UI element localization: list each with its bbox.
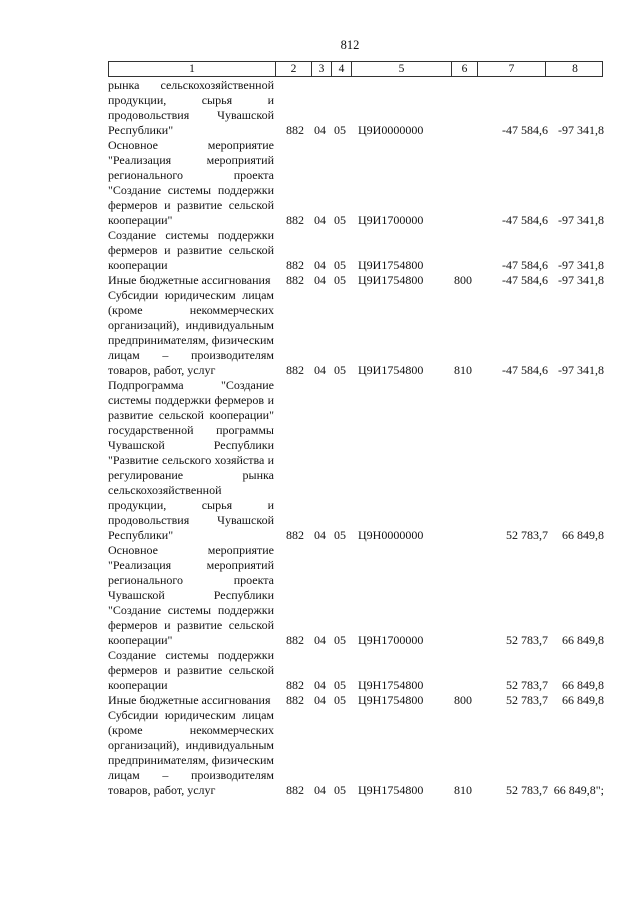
cell-pr: 05 bbox=[334, 783, 346, 797]
cell-pr: 05 bbox=[334, 528, 346, 542]
cell-sum1: 52 783,7 bbox=[506, 633, 548, 647]
cell-vr: 800 bbox=[454, 693, 472, 707]
cell-csr: Ц9И1754800 bbox=[358, 258, 424, 272]
table-row bbox=[108, 378, 608, 543]
cell-pr: 05 bbox=[334, 363, 346, 377]
cell-sum1: 52 783,7 bbox=[506, 693, 548, 707]
cell-grbs: 882 bbox=[286, 678, 304, 692]
cell-csr: Ц9Н1754800 bbox=[358, 783, 424, 797]
cell-csr: Ц9И0000000 bbox=[358, 123, 424, 137]
cell-sum2: -97 341,8 bbox=[558, 123, 604, 137]
header-col-8: 8 bbox=[545, 62, 604, 76]
cell-csr: Ц9Н0000000 bbox=[358, 528, 424, 542]
cell-sum1: -47 584,6 bbox=[502, 273, 548, 287]
table-row bbox=[108, 693, 608, 708]
cell-pr: 05 bbox=[334, 258, 346, 272]
cell-rz: 04 bbox=[314, 528, 326, 542]
cell-pr: 05 bbox=[334, 123, 346, 137]
cell-sum2: -97 341,8 bbox=[558, 213, 604, 227]
cell-rz: 04 bbox=[314, 678, 326, 692]
cell-pr: 05 bbox=[334, 678, 346, 692]
cell-sum1: -47 584,6 bbox=[502, 258, 548, 272]
cell-pr: 05 bbox=[334, 633, 346, 647]
header-col-2: 2 bbox=[275, 62, 311, 76]
cell-rz: 04 bbox=[314, 123, 326, 137]
cell-name: Субсидии юридическим лицам (кроме некоммерческих организаций), индивидуальным предпринимателям, физическим лицам – производителям товаров, работ, услуг bbox=[108, 708, 274, 797]
table-row bbox=[108, 648, 608, 693]
cell-sum2: 66 849,8 bbox=[562, 633, 604, 647]
cell-sum2: -97 341,8 bbox=[558, 258, 604, 272]
cell-name: Иные бюджетные ассигнования bbox=[108, 693, 271, 707]
cell-grbs: 882 bbox=[286, 213, 304, 227]
cell-vr: 810 bbox=[454, 363, 472, 377]
cell-rz: 04 bbox=[314, 693, 326, 707]
cell-grbs: 882 bbox=[286, 528, 304, 542]
cell-csr: Ц9Н1754800 bbox=[358, 693, 424, 707]
cell-name: Подпрограмма "Создание системы поддержки фермеров и развитие сельской кооперации" государственной программы Чувашской Республики "Развитие сельского хозяйства и регулирование рынка сельскохозяйственной продукции, сырья и продовольствия Чувашской Республики" bbox=[108, 378, 274, 542]
cell-grbs: 882 bbox=[286, 273, 304, 287]
cell-pr: 05 bbox=[334, 273, 346, 287]
cell-vr: 800 bbox=[454, 273, 472, 287]
cell-sum1: 52 783,7 bbox=[506, 678, 548, 692]
cell-csr: Ц9Н1700000 bbox=[358, 633, 424, 647]
header-col-4: 4 bbox=[331, 62, 351, 76]
cell-pr: 05 bbox=[334, 213, 346, 227]
table-row bbox=[108, 78, 608, 138]
cell-grbs: 882 bbox=[286, 123, 304, 137]
cell-rz: 04 bbox=[314, 633, 326, 647]
cell-grbs: 882 bbox=[286, 693, 304, 707]
cell-sum2: 66 849,8"; bbox=[553, 783, 604, 797]
table-row bbox=[108, 288, 608, 378]
cell-sum1: 52 783,7 bbox=[506, 783, 548, 797]
table-header bbox=[108, 61, 603, 77]
cell-rz: 04 bbox=[314, 213, 326, 227]
cell-sum1: -47 584,6 bbox=[502, 123, 548, 137]
cell-sum1: -47 584,6 bbox=[502, 363, 548, 377]
cell-name: Основное мероприятие "Реализация мероприятий регионального проекта "Создание системы поддержки фермеров и развитие сельской кооперации" bbox=[108, 138, 274, 227]
cell-sum2: 66 849,8 bbox=[562, 528, 604, 542]
cell-sum2: -97 341,8 bbox=[558, 273, 604, 287]
cell-grbs: 882 bbox=[286, 783, 304, 797]
cell-rz: 04 bbox=[314, 273, 326, 287]
cell-rz: 04 bbox=[314, 363, 326, 377]
cell-name: рынка сельскохозяйственной продукции, сырья и продовольствия Чувашской Республики" bbox=[108, 78, 274, 137]
cell-csr: Ц9И1700000 bbox=[358, 213, 424, 227]
cell-grbs: 882 bbox=[286, 633, 304, 647]
page-number: 812 bbox=[340, 38, 360, 52]
header-col-6: 6 bbox=[451, 62, 477, 76]
cell-name: Иные бюджетные ассигнования bbox=[108, 273, 271, 287]
cell-csr: Ц9Н1754800 bbox=[358, 678, 424, 692]
cell-name: Создание системы поддержки фермеров и развитие сельской кооперации bbox=[108, 228, 274, 272]
cell-rz: 04 bbox=[314, 258, 326, 272]
table-row bbox=[108, 228, 608, 273]
cell-grbs: 882 bbox=[286, 363, 304, 377]
cell-sum2: -97 341,8 bbox=[558, 363, 604, 377]
table-row bbox=[108, 708, 608, 798]
header-col-3: 3 bbox=[311, 62, 331, 76]
header-col-1: 1 bbox=[189, 63, 195, 75]
cell-name: Создание системы поддержки фермеров и развитие сельской кооперации bbox=[108, 648, 274, 692]
cell-name: Субсидии юридическим лицам (кроме некоммерческих организаций), индивидуальным предпринимателям, физическим лицам – производителям товаров, работ, услуг bbox=[108, 288, 274, 377]
header-col-7: 7 bbox=[477, 62, 545, 76]
table-row bbox=[108, 273, 608, 288]
cell-sum1: 52 783,7 bbox=[506, 528, 548, 542]
cell-csr: Ц9И1754800 bbox=[358, 363, 424, 377]
cell-grbs: 882 bbox=[286, 258, 304, 272]
table-body bbox=[108, 78, 608, 798]
table-row bbox=[108, 543, 608, 648]
table-row bbox=[108, 138, 608, 228]
cell-sum2: 66 849,8 bbox=[562, 693, 604, 707]
cell-rz: 04 bbox=[314, 783, 326, 797]
cell-sum2: 66 849,8 bbox=[562, 678, 604, 692]
cell-sum1: -47 584,6 bbox=[502, 213, 548, 227]
header-col-5: 5 bbox=[351, 62, 451, 76]
cell-name: Основное мероприятие "Реализация мероприятий регионального проекта Чувашской Республики "Создание системы поддержки фермеров и развитие сельской кооперации" bbox=[108, 543, 274, 647]
cell-vr: 810 bbox=[454, 783, 472, 797]
cell-pr: 05 bbox=[334, 693, 346, 707]
cell-csr: Ц9И1754800 bbox=[358, 273, 424, 287]
